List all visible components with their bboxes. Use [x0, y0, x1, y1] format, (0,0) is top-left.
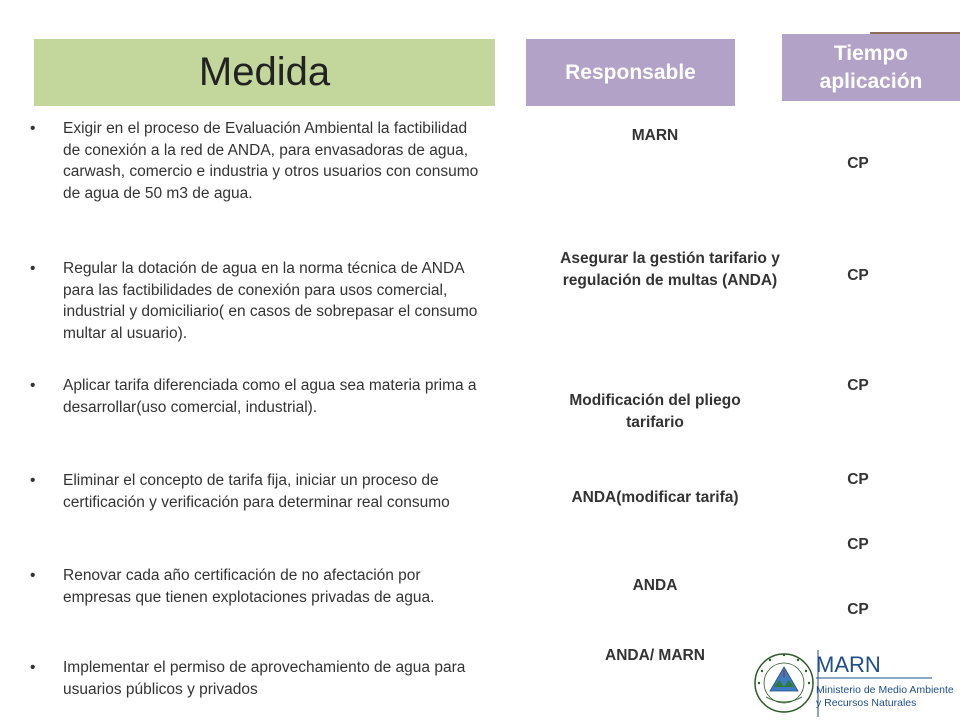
bullet: •	[30, 659, 36, 676]
medida-item-1	[30, 118, 485, 204]
responsable-2: Asegurar la gestión tarifario y regulación de multas (ANDA)	[560, 250, 780, 289]
medida-text: Eliminar el concepto de tarifa fija, iniciar un proceso de certificación y verificación para determinar real consumo	[63, 472, 450, 511]
bullet: •	[30, 120, 36, 137]
marn-logo-line1: Ministerio de Medio Ambiente	[816, 684, 954, 696]
responsable-5: ANDA	[632, 577, 678, 594]
bullet: •	[30, 567, 36, 584]
medida-item-6	[30, 657, 485, 700]
tiempo-header	[782, 34, 960, 101]
bullet: •	[30, 260, 36, 277]
tiempo-4: CP	[847, 471, 869, 488]
responsable-6: ANDA/ MARN	[605, 647, 705, 664]
medida-item-2	[30, 258, 485, 344]
marn-logo-line2: y Recursos Naturales	[816, 697, 917, 709]
medida-item-3	[30, 375, 485, 418]
medida-header-label: Medida	[198, 50, 331, 94]
tiempo-3: CP	[847, 377, 869, 394]
bullet: •	[30, 377, 36, 394]
medida-text: Implementar el permiso de aprovechamiento de agua para usuarios públicos y privados	[63, 659, 466, 698]
responsable-4: ANDA(modificar tarifa)	[571, 489, 739, 506]
tiempo-6: CP	[847, 601, 869, 618]
tiempo-header-line1: Tiempo	[833, 41, 909, 65]
responsable-1: MARN	[631, 127, 679, 144]
tiempo-5: CP	[847, 536, 869, 553]
responsable-header-label: Responsable	[565, 60, 696, 84]
tiempo-header-line2: aplicación	[819, 69, 923, 93]
bullet: •	[30, 472, 36, 489]
el-salvador-seal-icon	[755, 654, 813, 712]
medida-item-5	[30, 565, 485, 608]
medida-text: Exigir en el proceso de Evaluación Ambiental la factibilidad de conexión a la red de ANDA, para envasadoras de agua, carwash, comercio e industria y otros usuarios con consumo de agua de 50 m3 de agua.	[63, 120, 479, 202]
tiempo-2: CP	[847, 267, 869, 284]
responsable-header	[526, 39, 735, 106]
marn-logo	[752, 645, 960, 720]
marn-logo-name: MARN	[816, 652, 881, 677]
medida-header	[34, 39, 495, 106]
tiempo-1: CP	[847, 155, 869, 172]
medida-text: Renovar cada año certificación de no afectación por empresas que tienen explotaciones privadas de agua.	[63, 567, 435, 606]
responsable-3: Modificación del pliego tarifario	[569, 392, 741, 431]
medida-text: Regular la dotación de agua en la norma técnica de ANDA para las factibilidades de conexión para usos comercial, industrial y domiciliario( en casos de sobrepasar el consumo multar al usuario).	[63, 260, 478, 342]
medida-item-4	[30, 470, 485, 513]
medida-text: Aplicar tarifa diferenciada como el agua sea materia prima a desarrollar(uso comercial, industrial).	[63, 377, 477, 416]
